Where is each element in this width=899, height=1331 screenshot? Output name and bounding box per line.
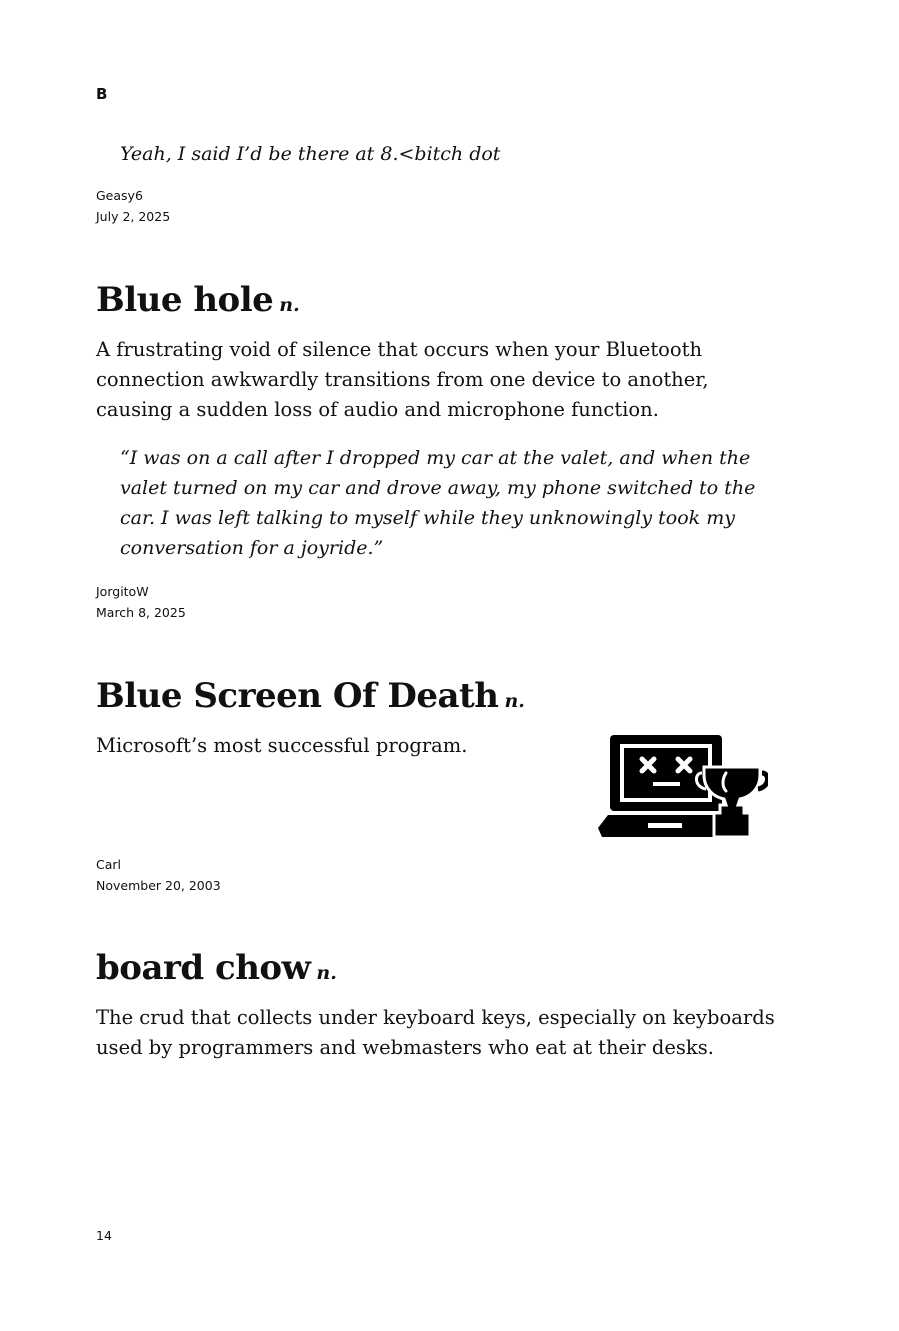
entry-date: July 2, 2025 [96,209,171,224]
headword: board chow [96,948,311,988]
headword-row [96,946,776,995]
headword-row [96,674,776,723]
definition: A frustrating void of silence that occurs when your Bluetooth connection awkwardly transitions from one device to another, causing a sudden loss of audio and microphone function. [96,338,709,421]
laptop-dead-screen-trophy-icon [598,733,768,839]
author-name: JorgitoW [96,584,149,599]
part-of-speech: n. [504,690,525,712]
entry-meta [96,185,776,227]
example-quote: Yeah, I said I’d be there at 8.<bitch dot [120,143,501,165]
part-of-speech: n. [316,962,337,984]
entry-blue-hole [96,278,776,623]
definition: The crud that collects under keyboard keys, especially on keyboards used by programmers and webmasters who eat at their desks. [96,1006,775,1059]
entry-board-chow [96,946,776,1063]
entry-date: November 20, 2003 [96,878,221,893]
previous-entry-continuation [96,139,776,227]
author-name: Geasy6 [96,188,143,203]
example-quote: “I was on a call after I dropped my car at the valet, and when the valet turned on my car and drove away, my phone switched to the car. I was left talking to myself while they unknowingly took my conversation for a joyride.” [120,447,756,559]
headword-row [96,278,776,327]
entry-meta [96,581,776,623]
entry-date: March 8, 2025 [96,605,186,620]
headword: Blue hole [96,280,274,320]
author-name: Carl [96,857,121,872]
definition: Microsoft’s most successful program. [96,734,468,757]
section-letter: B [96,85,108,103]
page-number: 14 [96,1228,112,1243]
entry-meta [96,854,221,896]
part-of-speech: n. [279,294,300,316]
headword: Blue Screen Of Death [96,676,499,716]
